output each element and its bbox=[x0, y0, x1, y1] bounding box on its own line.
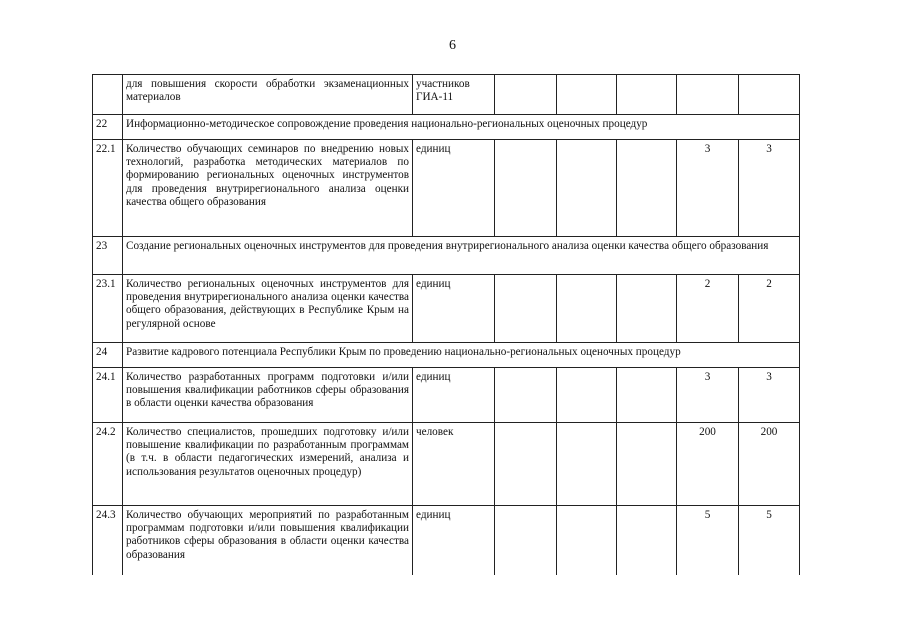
row-value: 3 bbox=[739, 368, 800, 423]
row-value bbox=[739, 75, 800, 115]
section-row bbox=[93, 343, 800, 368]
row-value bbox=[677, 75, 739, 115]
row-value bbox=[495, 275, 557, 343]
row-value bbox=[557, 423, 617, 506]
row-description: для повышения скорости обработки экзаменационных материалов bbox=[123, 75, 413, 115]
row-value: 2 bbox=[739, 275, 800, 343]
table-row bbox=[93, 368, 800, 423]
row-description: Количество специалистов, прошедших подготовку и/или повышение квалификации по разработанным программам (в т.ч. в области педагогических измерений, анализа и использования результатов оценочных процедур) bbox=[123, 423, 413, 506]
row-value bbox=[495, 423, 557, 506]
row-value bbox=[495, 75, 557, 115]
row-unit: единиц bbox=[413, 506, 495, 575]
row-number: 24.2 bbox=[93, 423, 123, 506]
row-value: 5 bbox=[739, 506, 800, 575]
row-value bbox=[557, 75, 617, 115]
row-value bbox=[617, 275, 677, 343]
indicators-table bbox=[92, 74, 800, 575]
row-value bbox=[617, 506, 677, 575]
section-title: Развитие кадрового потенциала Республики Крым по проведению национально-региональных оценочных процедур bbox=[123, 343, 800, 368]
row-value bbox=[617, 423, 677, 506]
section-row bbox=[93, 115, 800, 140]
row-value: 3 bbox=[677, 140, 739, 237]
row-number: 22.1 bbox=[93, 140, 123, 237]
row-value bbox=[495, 368, 557, 423]
row-number: 24.3 bbox=[93, 506, 123, 575]
row-value bbox=[557, 506, 617, 575]
row-description: Количество обучающих семинаров по внедрению новых технологий, разработка методических материалов по формированию региональных оценочных инструментов для проведения внутрирегионального анализа оценки качества общего образования bbox=[123, 140, 413, 237]
row-unit: единиц bbox=[413, 368, 495, 423]
table-row bbox=[93, 423, 800, 506]
row-value: 3 bbox=[677, 368, 739, 423]
row-value bbox=[557, 368, 617, 423]
section-title: Создание региональных оценочных инструментов для проведения внутрирегионального анализа оценки качества общего образования bbox=[123, 237, 800, 275]
section-number: 23 bbox=[93, 237, 123, 275]
table-row bbox=[93, 506, 800, 575]
row-unit: участников ГИА-11 bbox=[413, 75, 495, 115]
table-row bbox=[93, 75, 800, 115]
row-description: Количество обучающих мероприятий по разработанным программам подготовки и/или повышения квалификации работников сферы образования в области оценки качества образования bbox=[123, 506, 413, 575]
row-unit: единиц bbox=[413, 275, 495, 343]
row-number bbox=[93, 75, 123, 115]
section-number: 22 bbox=[93, 115, 123, 140]
section-number: 24 bbox=[93, 343, 123, 368]
section-row bbox=[93, 237, 800, 275]
row-number: 23.1 bbox=[93, 275, 123, 343]
row-value: 200 bbox=[739, 423, 800, 506]
row-value bbox=[617, 368, 677, 423]
table-row bbox=[93, 140, 800, 237]
row-value bbox=[495, 140, 557, 237]
row-value: 3 bbox=[739, 140, 800, 237]
row-description: Количество региональных оценочных инструментов для проведения внутрирегионального анализа оценки качества общего образования, действующих в Республике Крым на регулярной основе bbox=[123, 275, 413, 343]
table-row bbox=[93, 275, 800, 343]
row-number: 24.1 bbox=[93, 368, 123, 423]
row-value bbox=[617, 140, 677, 237]
row-value bbox=[557, 140, 617, 237]
section-title: Информационно-методическое сопровождение проведения национально-региональных оценочных процедур bbox=[123, 115, 800, 140]
row-value: 5 bbox=[677, 506, 739, 575]
row-value: 200 bbox=[677, 423, 739, 506]
row-value: 2 bbox=[677, 275, 739, 343]
row-unit: человек bbox=[413, 423, 495, 506]
row-value bbox=[557, 275, 617, 343]
row-description: Количество разработанных программ подготовки и/или повышения квалификации работников сферы образования в области оценки качества образования bbox=[123, 368, 413, 423]
row-value bbox=[495, 506, 557, 575]
page-number: 6 bbox=[449, 38, 456, 53]
row-unit: единиц bbox=[413, 140, 495, 237]
row-value bbox=[617, 75, 677, 115]
